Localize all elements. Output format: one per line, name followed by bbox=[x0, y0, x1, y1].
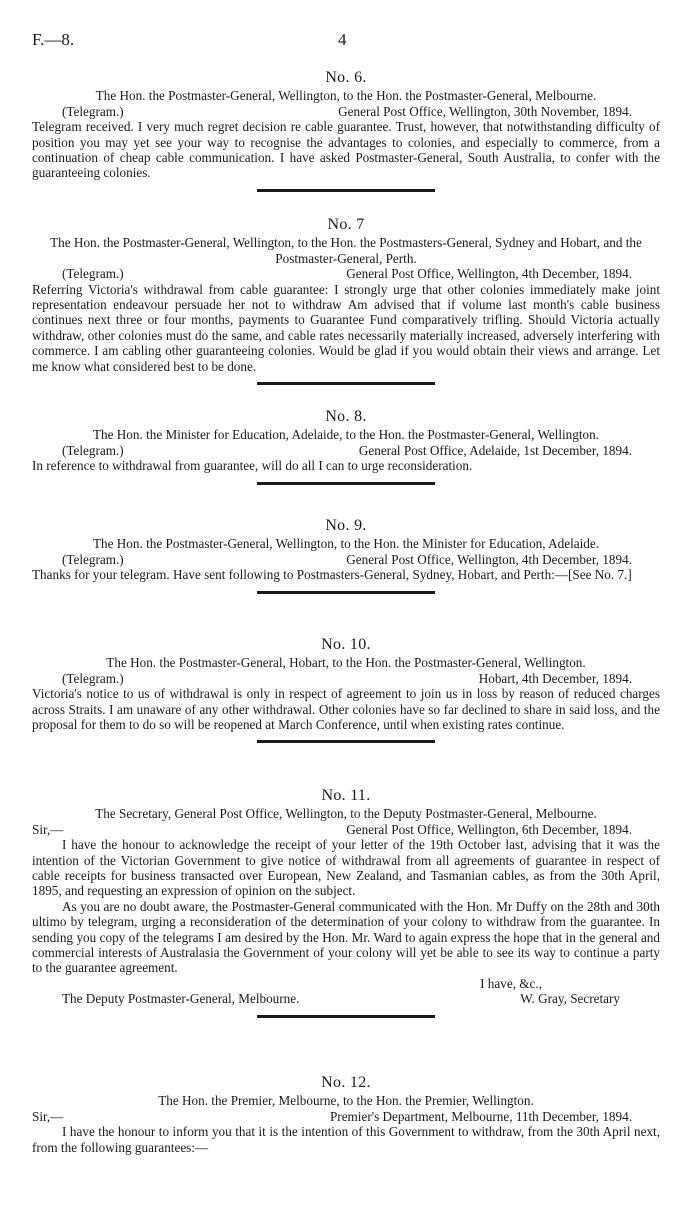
dateline: General Post Office, Wellington, 4th December, 1894. bbox=[346, 266, 632, 282]
section-body bbox=[32, 567, 660, 582]
message-kind: (Telegram.) bbox=[62, 442, 124, 458]
section-meta bbox=[32, 552, 660, 567]
section-number: No. 9. bbox=[325, 517, 367, 534]
section-no-10 bbox=[32, 637, 660, 751]
dateline: General Post Office, Wellington, 6th December, 1894. bbox=[346, 821, 632, 837]
section-no-12 bbox=[32, 1075, 660, 1155]
salutation: Sir,— bbox=[32, 821, 64, 837]
section-no-9 bbox=[32, 518, 660, 602]
recipient: The Deputy Postmaster-General, Melbourne. bbox=[62, 991, 300, 1007]
section-address: The Secretary, General Post Office, Wellington, to the Deputy Postmaster-General, Melbourne. bbox=[95, 806, 597, 822]
section-divider bbox=[257, 740, 435, 743]
dateline: General Post Office, Wellington, 30th November, 1894. bbox=[338, 103, 632, 119]
paragraph: I have the honour to acknowledge the receipt of your letter of the 19th October last, advising that it was the intention of the Victorian Government to give notice of withdrawal from all agreements of guarantee in respect of cable receipts for business transacted over European, New Zealand, and Tasmanian cables, as from the 30th April, 1895, and requesting an expression of opinion on the subject. bbox=[32, 837, 660, 899]
salutation: Sir,— bbox=[32, 1108, 64, 1124]
section-body bbox=[32, 1124, 660, 1155]
paragraph: Referring Victoria's withdrawal from cable guarantee: I strongly urge that other colonies immediately make joint representation endeavour persuade her not to withdraw Am advised that if volume last month's cable business continues next three or four months, payments to Guarantee Fund comparatively trifling. Should Victoria actually withdraw, other colonies must do the same, and cable rates necessarily materially increased, adversely interfering with commerce. I am cabling other guaranteeing colonies. Would be glad if you would obtain their views and arrange. Let me know what considered best to be done. bbox=[32, 281, 660, 374]
paragraph: I have the honour to inform you that it is the intention of this Government to withdraw, from the 30th April next, from the following guarantees:— bbox=[32, 1124, 660, 1155]
closing-line bbox=[32, 976, 660, 991]
section-number: No. 10. bbox=[321, 636, 371, 653]
closing: I have, &c., bbox=[480, 975, 542, 991]
section-divider bbox=[257, 1015, 435, 1018]
section-body bbox=[32, 119, 660, 181]
section-no-8 bbox=[32, 409, 660, 493]
section-no-6 bbox=[32, 70, 660, 200]
dateline: Hobart, 4th December, 1894. bbox=[478, 670, 632, 686]
section-number: No. 6. bbox=[325, 69, 367, 86]
section-body bbox=[32, 458, 660, 473]
section-address: The Hon. the Postmaster-General, Wellington, to the Hon. the Postmaster-General, Melbourne. bbox=[95, 88, 597, 104]
dateline: General Post Office, Adelaide, 1st December, 1894. bbox=[358, 442, 632, 458]
section-meta bbox=[32, 443, 660, 458]
paragraph: Victoria's notice to us of withdrawal is only in respect of agreement to join us in loss by reason of reduced charges across Straits. I am unaware of any other withdrawal. Other colonies have so far declined to share in said loss, and the proposal for them to do so will be reopened at March Conference, until when existing rates continue. bbox=[32, 686, 660, 733]
dateline: General Post Office, Wellington, 4th December, 1894. bbox=[346, 551, 632, 567]
signature: W. Gray, Secretary bbox=[520, 991, 620, 1007]
paragraph: In reference to withdrawal from guarantee, will do all I can to urge reconsideration. bbox=[32, 458, 473, 474]
section-number: No. 11. bbox=[321, 787, 371, 804]
dateline: Premier's Department, Melbourne, 11th December, 1894. bbox=[329, 1108, 632, 1124]
section-body bbox=[32, 282, 660, 374]
signature-line bbox=[32, 991, 660, 1006]
message-kind: (Telegram.) bbox=[62, 551, 124, 567]
paragraph: As you are no doubt aware, the Postmaster-General communicated with the Hon. Mr Duffy on the 28th and 30th ultimo by telegram, urging a reconsideration of the determination of your colony to withdraw from the guarantee. In sending you copy of the telegrams I am desired by the Hon. Mr. Ward to again express the hope that in the general and commercial interests of Australasia the Government of your colony will yet be able to see its way to continue a party to the guarantee agreement. bbox=[32, 898, 660, 976]
section-number: No. 8. bbox=[325, 408, 367, 425]
section-address: The Hon. the Postmaster-General, Wellington, to the Hon. the Postmasters-General, Sydney and Hobart, and the Postmaster-General, Perth. bbox=[50, 235, 642, 266]
section-meta bbox=[32, 1109, 660, 1124]
section-body bbox=[32, 837, 660, 976]
section-no-11 bbox=[32, 788, 660, 1026]
section-divider bbox=[257, 189, 435, 192]
page-number: 4 bbox=[338, 30, 347, 49]
section-number: No. 12. bbox=[321, 1074, 371, 1091]
section-divider bbox=[257, 482, 435, 485]
section-meta bbox=[32, 671, 660, 686]
section-number: No. 7 bbox=[327, 216, 365, 233]
section-divider bbox=[257, 591, 435, 594]
paragraph: Telegram received. I very much regret decision re cable guarantee. Trust, however, that notwithstanding difficulty of position you may yet see your way to recognise the advantages to colonies, and especially to commerce, from a continuation of cheap cable communication. I have asked Postmaster-General, South Australia, to confer with the guaranteeing colonies. bbox=[32, 119, 660, 181]
section-address: The Hon. the Postmaster-General, Wellington, to the Hon. the Minister for Education, Adelaide. bbox=[92, 536, 600, 552]
section-divider bbox=[257, 382, 435, 385]
series-reference: F.—8. bbox=[32, 30, 75, 49]
section-no-7 bbox=[32, 217, 660, 393]
message-kind: (Telegram.) bbox=[62, 670, 124, 686]
paragraph: Thanks for your telegram. Have sent following to Postmasters-General, Sydney, Hobart, and Perth:—[See No. 7.] bbox=[32, 567, 632, 583]
section-address: The Hon. the Minister for Education, Adelaide, to the Hon. the Postmaster-General, Wellington. bbox=[92, 427, 600, 443]
section-meta bbox=[32, 822, 660, 837]
section-meta bbox=[32, 104, 660, 119]
message-kind: (Telegram.) bbox=[62, 103, 124, 119]
section-body bbox=[32, 686, 660, 732]
section-meta bbox=[32, 266, 660, 281]
message-kind: (Telegram.) bbox=[62, 266, 124, 282]
section-address: The Hon. the Premier, Melbourne, to the Hon. the Premier, Wellington. bbox=[158, 1093, 534, 1109]
section-address: The Hon. the Postmaster-General, Hobart, to the Hon. the Postmaster-General, Wellington. bbox=[106, 655, 586, 671]
